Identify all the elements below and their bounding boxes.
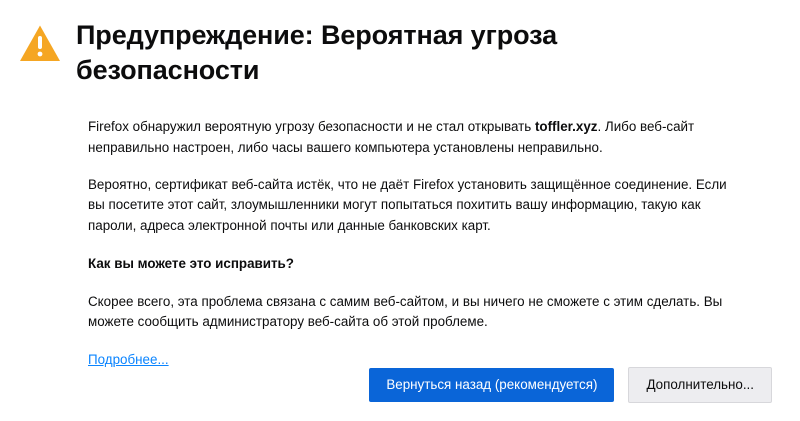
warning-header	[18, 18, 772, 87]
warning-triangle-icon	[18, 22, 62, 66]
action-button-row	[369, 367, 772, 403]
explanation-paragraph-1	[88, 117, 728, 159]
learn-more-link[interactable]: Подробнее...	[88, 352, 169, 368]
explanation-paragraph-2: Вероятно, сертификат веб-сайта истёк, что не даёт Firefox установить защищённое соединение. Если вы посетите этот сайт, злоумышленники могут попытаться похитить вашу информацию, такую как пароли, адреса электронной почты или данные банковских карт.	[88, 176, 727, 234]
page-title: Предупреждение: Вероятная угроза безопасности	[76, 20, 558, 85]
explanation-part-2: . Либо веб-сайт неправильно настроен, либо часы вашего компьютера установлены неправильно.	[88, 119, 695, 155]
explanation-paragraph-3: Скорее всего, эта проблема связана с самим веб-сайтом, и вы ничего не сможете с этим сделать. Вы можете сообщить администратору веб-сайта об этой проблеме.	[88, 293, 723, 330]
warning-body	[88, 117, 728, 369]
fix-subheading: Как вы можете это исправить?	[88, 255, 294, 271]
advanced-button[interactable]: Дополнительно...	[628, 367, 772, 403]
explanation-part-1: Firefox обнаружил вероятную угрозу безопасности и не стал открывать	[88, 119, 535, 135]
go-back-button[interactable]: Вернуться назад (рекомендуется)	[369, 368, 614, 402]
blocked-domain: toffler.xyz	[534, 119, 598, 135]
